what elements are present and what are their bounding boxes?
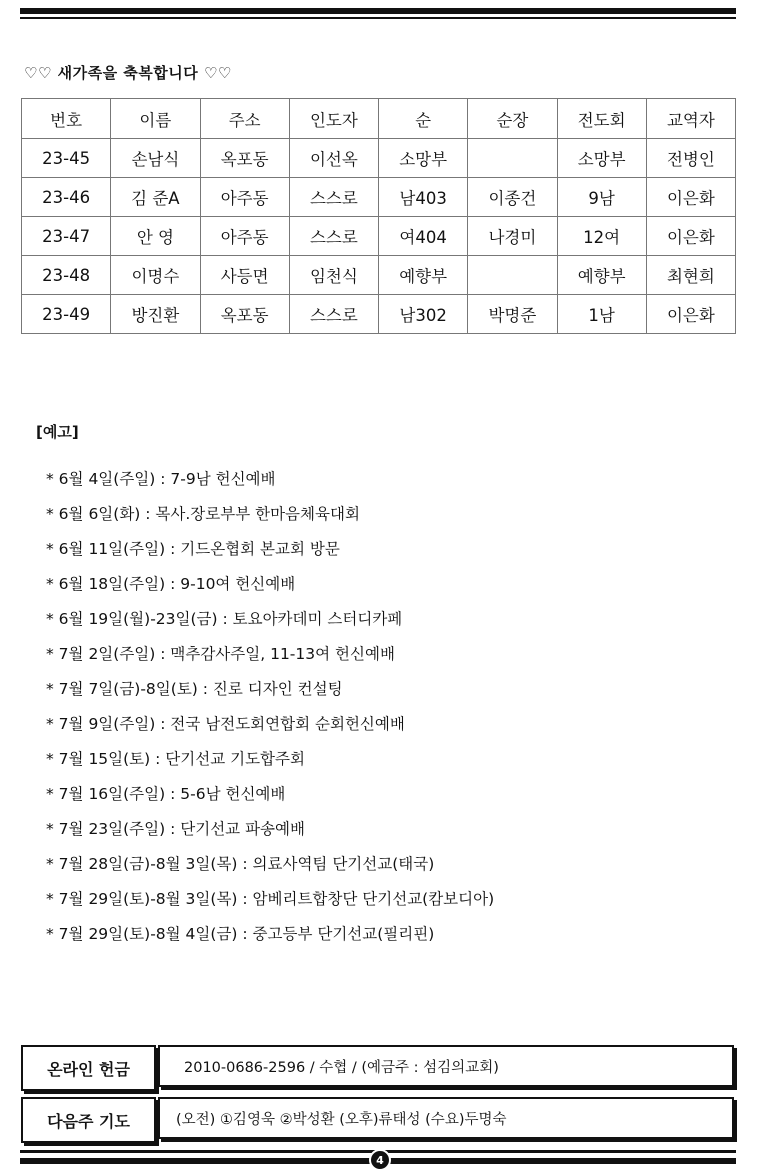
table-cell: 방진환 (111, 295, 200, 334)
table-cell: 23-47 (22, 217, 111, 256)
table-cell: 이은화 (646, 178, 735, 217)
table-cell: 23-46 (22, 178, 111, 217)
table-cell: 손남식 (111, 139, 200, 178)
table-cell: 예향부 (379, 256, 468, 295)
list-item: * 7월 28일(금)-8월 3일(목) : 의료사역팀 단기선교(태국) (46, 855, 435, 873)
list-item: * 6월 18일(주일) : 9-10여 헌신예배 (46, 575, 296, 593)
next-week-prayer-value: (오전) ①김영욱 ②박성환 (오후)류태성 (수요)두명숙 (158, 1097, 734, 1139)
list-item: * 7월 16일(주일) : 5-6남 헌신예배 (46, 785, 286, 803)
list-item: * 7월 9일(주일) : 전국 남전도회연합회 순회헌신예배 (46, 715, 405, 733)
table-cell: 임천식 (289, 256, 378, 295)
list-item: * 6월 19일(월)-23일(금) : 토요아카데미 스터디카페 (46, 610, 403, 628)
list-item: * 7월 15일(토) : 단기선교 기도합주회 (46, 750, 305, 768)
table-cell: 옥포동 (200, 139, 289, 178)
online-offering-label: 온라인 헌금 (21, 1045, 156, 1091)
table-cell (468, 139, 557, 178)
table-cell: 김 준A (111, 178, 200, 217)
table-cell: 안 영 (111, 217, 200, 256)
table-row (22, 178, 736, 217)
table-cell: 전병인 (646, 139, 735, 178)
table-cell: 이명수 (111, 256, 200, 295)
table-cell: 이종건 (468, 178, 557, 217)
column-header: 번호 (22, 99, 111, 139)
column-header: 이름 (111, 99, 200, 139)
next-week-prayer-label: 다음주 기도 (21, 1097, 156, 1143)
table-cell: 소망부 (557, 139, 646, 178)
table-cell: 나경미 (468, 217, 557, 256)
top-rule-thick (20, 8, 736, 14)
table-cell: 옥포동 (200, 295, 289, 334)
table-cell: 12여 (557, 217, 646, 256)
list-item: * 7월 2일(주일) : 맥추감사주일, 11-13여 헌신예배 (46, 645, 395, 663)
list-item: * 6월 4일(주일) : 7-9남 헌신예배 (46, 470, 276, 488)
table-header-row (22, 99, 736, 139)
table-cell: 스스로 (289, 178, 378, 217)
table-row (22, 139, 736, 178)
new-members-table (21, 98, 736, 334)
table-cell (468, 256, 557, 295)
table-cell: 이선옥 (289, 139, 378, 178)
column-header: 순장 (468, 99, 557, 139)
table-cell: 이은화 (646, 217, 735, 256)
column-header: 인도자 (289, 99, 378, 139)
column-header: 주소 (200, 99, 289, 139)
table-cell: 남302 (379, 295, 468, 334)
table-cell: 9남 (557, 178, 646, 217)
table-cell: 이은화 (646, 295, 735, 334)
list-item: * 7월 23일(주일) : 단기선교 파송예배 (46, 820, 305, 838)
column-header: 교역자 (646, 99, 735, 139)
table-cell: 소망부 (379, 139, 468, 178)
column-header: 전도회 (557, 99, 646, 139)
table-cell: 남403 (379, 178, 468, 217)
notices-title: [예고] (36, 423, 79, 441)
welcome-heading: ♡♡ 새가족을 축복합니다 ♡♡ (24, 64, 232, 82)
online-offering-value: 2010-0686-2596 / 수협 / (예금주 : 섬김의교회) (158, 1045, 734, 1087)
table-cell: 1남 (557, 295, 646, 334)
page-number: 4 (369, 1149, 391, 1171)
list-item: * 7월 29일(토)-8월 4일(금) : 중고등부 단기선교(필리핀) (46, 925, 435, 943)
table-cell: 예향부 (557, 256, 646, 295)
list-item: * 6월 6일(화) : 목사.장로부부 한마음체육대회 (46, 505, 360, 523)
table-cell: 23-48 (22, 256, 111, 295)
list-item: * 6월 11일(주일) : 기드온협회 본교회 방문 (46, 540, 340, 558)
table-row (22, 256, 736, 295)
table-cell: 23-49 (22, 295, 111, 334)
table-cell: 박명준 (468, 295, 557, 334)
table-cell: 아주동 (200, 217, 289, 256)
notice-list (46, 467, 494, 957)
list-item: * 7월 7일(금)-8일(토) : 진로 디자인 컨설팅 (46, 680, 343, 698)
table-cell: 사등면 (200, 256, 289, 295)
table-cell: 스스로 (289, 295, 378, 334)
table-cell: 여404 (379, 217, 468, 256)
table-cell: 스스로 (289, 217, 378, 256)
list-item: * 7월 29일(토)-8월 3일(목) : 암베리트합창단 단기선교(캄보디아) (46, 890, 495, 908)
top-rule-thin (20, 17, 736, 19)
table-row (22, 217, 736, 256)
table-cell: 아주동 (200, 178, 289, 217)
table-row (22, 295, 736, 334)
column-header: 순 (379, 99, 468, 139)
table-cell: 23-45 (22, 139, 111, 178)
table-cell: 최현희 (646, 256, 735, 295)
